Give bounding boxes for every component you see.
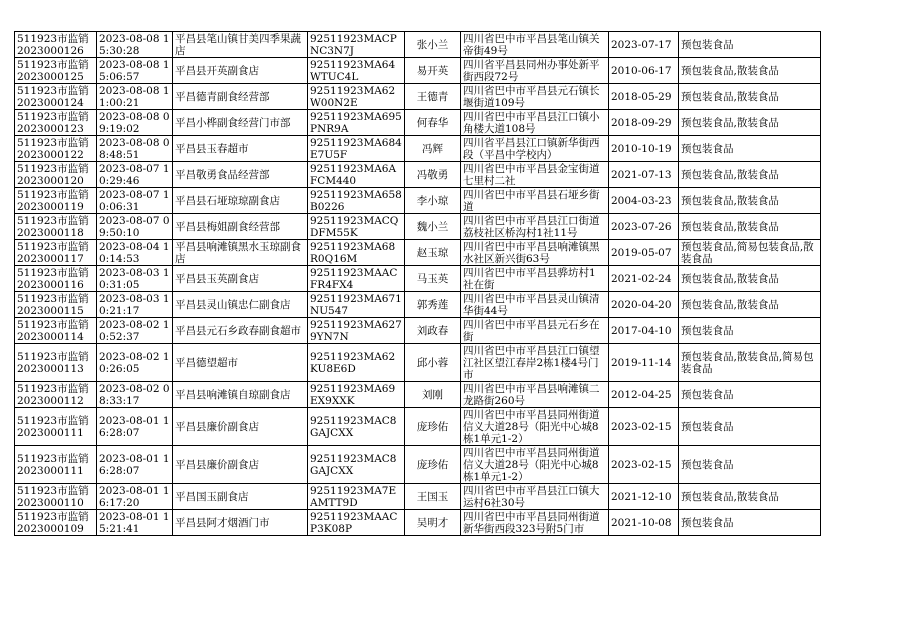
credit-code-cell: 92511923MAC8GAJCXX: [308, 408, 405, 446]
table-row: [15, 510, 821, 536]
credit-code-cell: 92511923MA69EX9XXK: [308, 382, 405, 408]
address-cell: 四川省平昌县江口镇新华街西段（平昌中学校内）: [461, 136, 609, 162]
issue-time-cell: 2023-08-02 10:52:37: [97, 318, 173, 344]
business-name-cell: 平昌小桦副食经营门市部: [173, 110, 308, 136]
table-row: [15, 188, 821, 214]
business-scope-cell: 预包装食品: [679, 382, 821, 408]
business-name-cell: 平昌县元石乡政春副食超市: [173, 318, 308, 344]
credit-code-cell: 92511923MA695PNR9A: [308, 110, 405, 136]
address-cell: 四川省巴中市平昌县同州街道信义大道28号（阳光中心城8栋1单元1-2）: [461, 408, 609, 446]
credit-code-cell: 92511923MAACFR4FX4: [308, 266, 405, 292]
operator-name-cell: 张小兰: [405, 32, 461, 58]
business-name-cell: 平昌县石垭琼琼副食店: [173, 188, 308, 214]
cert-number-cell: 511923市监销2023000123: [15, 110, 97, 136]
credit-code-cell: 92511923MA671NU547: [308, 292, 405, 318]
business-scope-cell: 预包装食品: [679, 136, 821, 162]
register-date-cell: 2012-04-25: [609, 382, 679, 408]
cert-number-cell: 511923市监销2023000111: [15, 446, 97, 484]
register-date-cell: 2019-05-07: [609, 240, 679, 266]
address-cell: 四川省巴中市平昌县骅坊村1社在街: [461, 266, 609, 292]
operator-name-cell: 冯敬勇: [405, 162, 461, 188]
operator-name-cell: 李小琼: [405, 188, 461, 214]
business-name-cell: 平昌国玉副食店: [173, 484, 308, 510]
business-scope-cell: 预包装食品,散装食品: [679, 84, 821, 110]
license-table: [14, 31, 821, 536]
table-row: [15, 318, 821, 344]
table-row: [15, 162, 821, 188]
table-row: [15, 214, 821, 240]
register-date-cell: 2020-04-20: [609, 292, 679, 318]
operator-name-cell: 郭秀莲: [405, 292, 461, 318]
business-scope-cell: 预包装食品,散装食品: [679, 214, 821, 240]
operator-name-cell: 冯辉: [405, 136, 461, 162]
business-scope-cell: 预包装食品,散装食品: [679, 110, 821, 136]
issue-time-cell: 2023-08-07 10:29:46: [97, 162, 173, 188]
business-name-cell: 平昌县响滩镇自琼副食店: [173, 382, 308, 408]
register-date-cell: 2019-11-14: [609, 344, 679, 382]
credit-code-cell: 92511923MA658B0226: [308, 188, 405, 214]
table-row: [15, 110, 821, 136]
register-date-cell: 2023-07-26: [609, 214, 679, 240]
cert-number-cell: 511923市监销2023000113: [15, 344, 97, 382]
business-name-cell: 平昌德青副食经营部: [173, 84, 308, 110]
issue-time-cell: 2023-08-01 16:28:07: [97, 446, 173, 484]
operator-name-cell: 王国玉: [405, 484, 461, 510]
issue-time-cell: 2023-08-01 16:28:07: [97, 408, 173, 446]
cert-number-cell: 511923市监销2023000110: [15, 484, 97, 510]
address-cell: 四川省巴中市平昌县江口镇望江社区望江春岸2栋1楼4号门市: [461, 344, 609, 382]
address-cell: 四川省平昌县同州办事处新平街西段72号: [461, 58, 609, 84]
credit-code-cell: 92511923MACQDFM55K: [308, 214, 405, 240]
register-date-cell: 2021-07-13: [609, 162, 679, 188]
cert-number-cell: 511923市监销2023000122: [15, 136, 97, 162]
business-name-cell: 平昌县开英副食店: [173, 58, 308, 84]
cert-number-cell: 511923市监销2023000118: [15, 214, 97, 240]
business-scope-cell: 预包装食品,散装食品: [679, 162, 821, 188]
register-date-cell: 2021-12-10: [609, 484, 679, 510]
cert-number-cell: 511923市监销2023000117: [15, 240, 97, 266]
table-row: [15, 58, 821, 84]
operator-name-cell: 赵玉琼: [405, 240, 461, 266]
issue-time-cell: 2023-08-02 10:26:05: [97, 344, 173, 382]
address-cell: 四川省巴中市平昌县江口镇小角楼大道108号: [461, 110, 609, 136]
business-name-cell: 平昌县响滩镇黑水玉琼副食店: [173, 240, 308, 266]
operator-name-cell: 马玉英: [405, 266, 461, 292]
credit-code-cell: 92511923MA7EAMTT9D: [308, 484, 405, 510]
address-cell: 四川省巴中市平昌县响滩镇二龙路街260号: [461, 382, 609, 408]
business-name-cell: 平昌县玉英副食店: [173, 266, 308, 292]
address-cell: 四川省巴中市平昌县元石乡在街: [461, 318, 609, 344]
business-name-cell: 平昌县灵山镇忠仁副食店: [173, 292, 308, 318]
business-scope-cell: 预包装食品,散装食品: [679, 188, 821, 214]
business-name-cell: 平昌县阿才烟酒门市: [173, 510, 308, 536]
operator-name-cell: 刘政春: [405, 318, 461, 344]
cert-number-cell: 511923市监销2023000125: [15, 58, 97, 84]
table-row: [15, 136, 821, 162]
register-date-cell: 2010-06-17: [609, 58, 679, 84]
address-cell: 四川省巴中市平昌县元石镇长堰街道109号: [461, 84, 609, 110]
credit-code-cell: 92511923MA6279YN7N: [308, 318, 405, 344]
cert-number-cell: 511923市监销2023000115: [15, 292, 97, 318]
address-cell: 四川省巴中市平昌县金宝街道七里村二社: [461, 162, 609, 188]
issue-time-cell: 2023-08-01 16:17:20: [97, 484, 173, 510]
operator-name-cell: 吴明才: [405, 510, 461, 536]
table-row: [15, 408, 821, 446]
issue-time-cell: 2023-08-07 09:50:10: [97, 214, 173, 240]
address-cell: 四川省巴中市平昌县响滩镇黑水社区新兴街63号: [461, 240, 609, 266]
register-date-cell: 2017-04-10: [609, 318, 679, 344]
issue-time-cell: 2023-08-08 08:48:51: [97, 136, 173, 162]
cert-number-cell: 511923市监销2023000114: [15, 318, 97, 344]
credit-code-cell: 92511923MACPNC3N7J: [308, 32, 405, 58]
issue-time-cell: 2023-08-08 09:19:02: [97, 110, 173, 136]
business-scope-cell: 预包装食品,简易包装食品,散装食品: [679, 240, 821, 266]
table-row: [15, 484, 821, 510]
issue-time-cell: 2023-08-03 10:21:17: [97, 292, 173, 318]
business-scope-cell: 预包装食品: [679, 318, 821, 344]
register-date-cell: 2023-07-17: [609, 32, 679, 58]
issue-time-cell: 2023-08-04 10:14:53: [97, 240, 173, 266]
table-row: [15, 344, 821, 382]
business-scope-cell: 预包装食品,散装食品: [679, 266, 821, 292]
cert-number-cell: 511923市监销2023000126: [15, 32, 97, 58]
credit-code-cell: 92511923MA62KU8E6D: [308, 344, 405, 382]
address-cell: 四川省巴中市平昌县同州街道新华街西段323号附5门市: [461, 510, 609, 536]
table-row: [15, 84, 821, 110]
business-scope-cell: 预包装食品: [679, 32, 821, 58]
register-date-cell: 2010-10-19: [609, 136, 679, 162]
issue-time-cell: 2023-08-07 10:06:31: [97, 188, 173, 214]
cert-number-cell: 511923市监销2023000109: [15, 510, 97, 536]
address-cell: 四川省巴中市平昌县笔山镇关帝街49号: [461, 32, 609, 58]
business-scope-cell: 预包装食品: [679, 408, 821, 446]
issue-time-cell: 2023-08-03 10:31:05: [97, 266, 173, 292]
operator-name-cell: 刘刚: [405, 382, 461, 408]
credit-code-cell: 92511923MA62W00N2E: [308, 84, 405, 110]
business-name-cell: 平昌县笔山镇甘美四季果蔬店: [173, 32, 308, 58]
cert-number-cell: 511923市监销2023000111: [15, 408, 97, 446]
business-name-cell: 平昌敬勇食品经营部: [173, 162, 308, 188]
table-row: [15, 446, 821, 484]
cert-number-cell: 511923市监销2023000120: [15, 162, 97, 188]
credit-code-cell: 92511923MAACP3K08P: [308, 510, 405, 536]
cert-number-cell: 511923市监销2023000116: [15, 266, 97, 292]
address-cell: 四川省巴中市平昌县同州街道信义大道28号（阳光中心城8栋1单元1-2）: [461, 446, 609, 484]
business-scope-cell: 预包装食品,散装食品,简易包装食品: [679, 344, 821, 382]
table-row: [15, 266, 821, 292]
address-cell: 四川省巴中市平昌县江口镇大运村6社30号: [461, 484, 609, 510]
operator-name-cell: 王德青: [405, 84, 461, 110]
table-row: [15, 292, 821, 318]
credit-code-cell: 92511923MA68R0Q16M: [308, 240, 405, 266]
business-name-cell: 平昌县梅姐副食经营部: [173, 214, 308, 240]
register-date-cell: 2018-09-29: [609, 110, 679, 136]
table-row: [15, 382, 821, 408]
register-date-cell: 2023-02-15: [609, 408, 679, 446]
address-cell: 四川省巴中市平昌县灵山镇清华街44号: [461, 292, 609, 318]
business-name-cell: 平昌县玉春超市: [173, 136, 308, 162]
business-name-cell: 平昌县廉价副食店: [173, 446, 308, 484]
register-date-cell: 2018-05-29: [609, 84, 679, 110]
table-body: [15, 32, 821, 536]
issue-time-cell: 2023-08-08 11:00:21: [97, 84, 173, 110]
operator-name-cell: 魏小兰: [405, 214, 461, 240]
register-date-cell: 2023-02-15: [609, 446, 679, 484]
register-date-cell: 2021-10-08: [609, 510, 679, 536]
business-name-cell: 平昌县廉价副食店: [173, 408, 308, 446]
issue-time-cell: 2023-08-01 15:21:41: [97, 510, 173, 536]
operator-name-cell: 庞珍佑: [405, 408, 461, 446]
operator-name-cell: 易开英: [405, 58, 461, 84]
business-scope-cell: 预包装食品: [679, 446, 821, 484]
business-scope-cell: 预包装食品,散装食品: [679, 484, 821, 510]
operator-name-cell: 邱小蓉: [405, 344, 461, 382]
issue-time-cell: 2023-08-02 08:33:17: [97, 382, 173, 408]
address-cell: 四川省巴中市平昌县石垭乡街道: [461, 188, 609, 214]
credit-code-cell: 92511923MA6AFCM440: [308, 162, 405, 188]
cert-number-cell: 511923市监销2023000112: [15, 382, 97, 408]
register-date-cell: 2004-03-23: [609, 188, 679, 214]
issue-time-cell: 2023-08-08 15:06:57: [97, 58, 173, 84]
register-date-cell: 2021-02-24: [609, 266, 679, 292]
business-name-cell: 平昌德望超市: [173, 344, 308, 382]
credit-code-cell: 92511923MA64WTUC4L: [308, 58, 405, 84]
issue-time-cell: 2023-08-08 15:30:28: [97, 32, 173, 58]
cert-number-cell: 511923市监销2023000119: [15, 188, 97, 214]
operator-name-cell: 庞珍佑: [405, 446, 461, 484]
table-row: [15, 32, 821, 58]
cert-number-cell: 511923市监销2023000124: [15, 84, 97, 110]
address-cell: 四川省巴中市平昌县江口街道荔枝社区桥沟村1社11号: [461, 214, 609, 240]
credit-code-cell: 92511923MAC8GAJCXX: [308, 446, 405, 484]
business-scope-cell: 预包装食品: [679, 510, 821, 536]
operator-name-cell: 何春华: [405, 110, 461, 136]
business-scope-cell: 预包装食品,散装食品: [679, 292, 821, 318]
credit-code-cell: 92511923MA684E7U5F: [308, 136, 405, 162]
table-row: [15, 240, 821, 266]
business-scope-cell: 预包装食品,散装食品: [679, 58, 821, 84]
